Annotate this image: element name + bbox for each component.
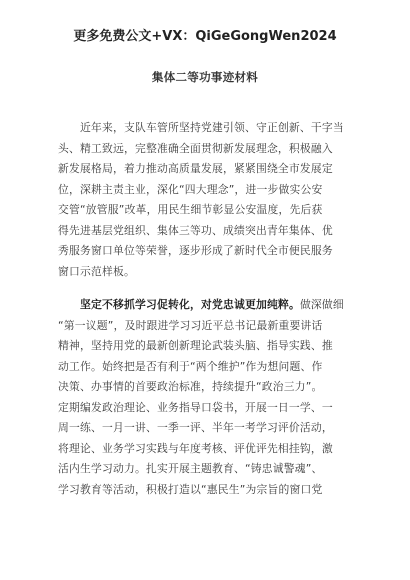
paragraph-study [58,295,358,500]
paragraph-line: 新发展格局，着力推动高质量发展，紧紧围绕全市发展定 [58,162,333,175]
document-title: 集体二等功事迹材料 [151,70,259,84]
paragraph-heading: 坚定不移抓学习促转化，对党忠诚更加纯粹。 [80,298,300,311]
paragraph-line: 秀服务窗口单位等荣誉，逐步形成了新时代全市便民服务 [58,244,333,257]
promo-banner: 更多免费公文+VX：QiGeGongWen2024 [73,29,337,44]
paragraph-line: 头、精工致远，完整准确全面贯彻新发展理念，积极融入 [58,141,333,155]
paragraph-line: 近年来，支队车管所坚持党建引领、守正创新、干字当 [80,121,344,134]
paragraph-line: 定期编发政治理论、业务指导口袋书，开展一日一学、一 [58,400,333,414]
paragraph-line: 位，深耕主责主业，深化“四大理念”，进一步做实公安 [58,182,323,196]
paragraph-first-line [58,295,358,316]
paragraph-line: 精神，坚持用党的最新创新理论武装头脑、指导实践、推 [58,339,333,352]
paragraph-line: 动工作。始终把是否有利于“两个维护”作为想问题、作 [58,359,323,373]
paragraph-line: 决策、办事情的首要政治标准，持续提升“政治三力”。 [58,380,323,393]
paragraph-line: 得先进基层党组织、集体三等功、成绩突出青年集体、优 [58,223,333,237]
paragraph-heading-rest: 做深做细 [299,298,344,311]
paragraph-intro [58,118,358,282]
paragraph-line: 学习教育等活动，积极打造以“惠民生”为宗旨的窗口党 [58,482,323,496]
paragraph-line: “第一议题”，及时跟进学习习近平总书记最新重要讲话 [58,318,323,332]
paragraph-line: 活内生学习动力。扎实开展主题教育、“铸忠诚警魂”、 [58,462,323,475]
paragraph-line: 交管“放管服”改革，用民生细节彰显公安温度，先后获 [58,203,323,216]
paragraph-line: 将理论、业务学习实践与年度考核、评优评先相挂钩，激 [58,441,333,455]
paragraph-line: 周一练、一月一讲、一季一评、半年一考学习评价活动， [58,421,333,434]
paragraph-line: 窗口示范样板。 [58,264,135,278]
